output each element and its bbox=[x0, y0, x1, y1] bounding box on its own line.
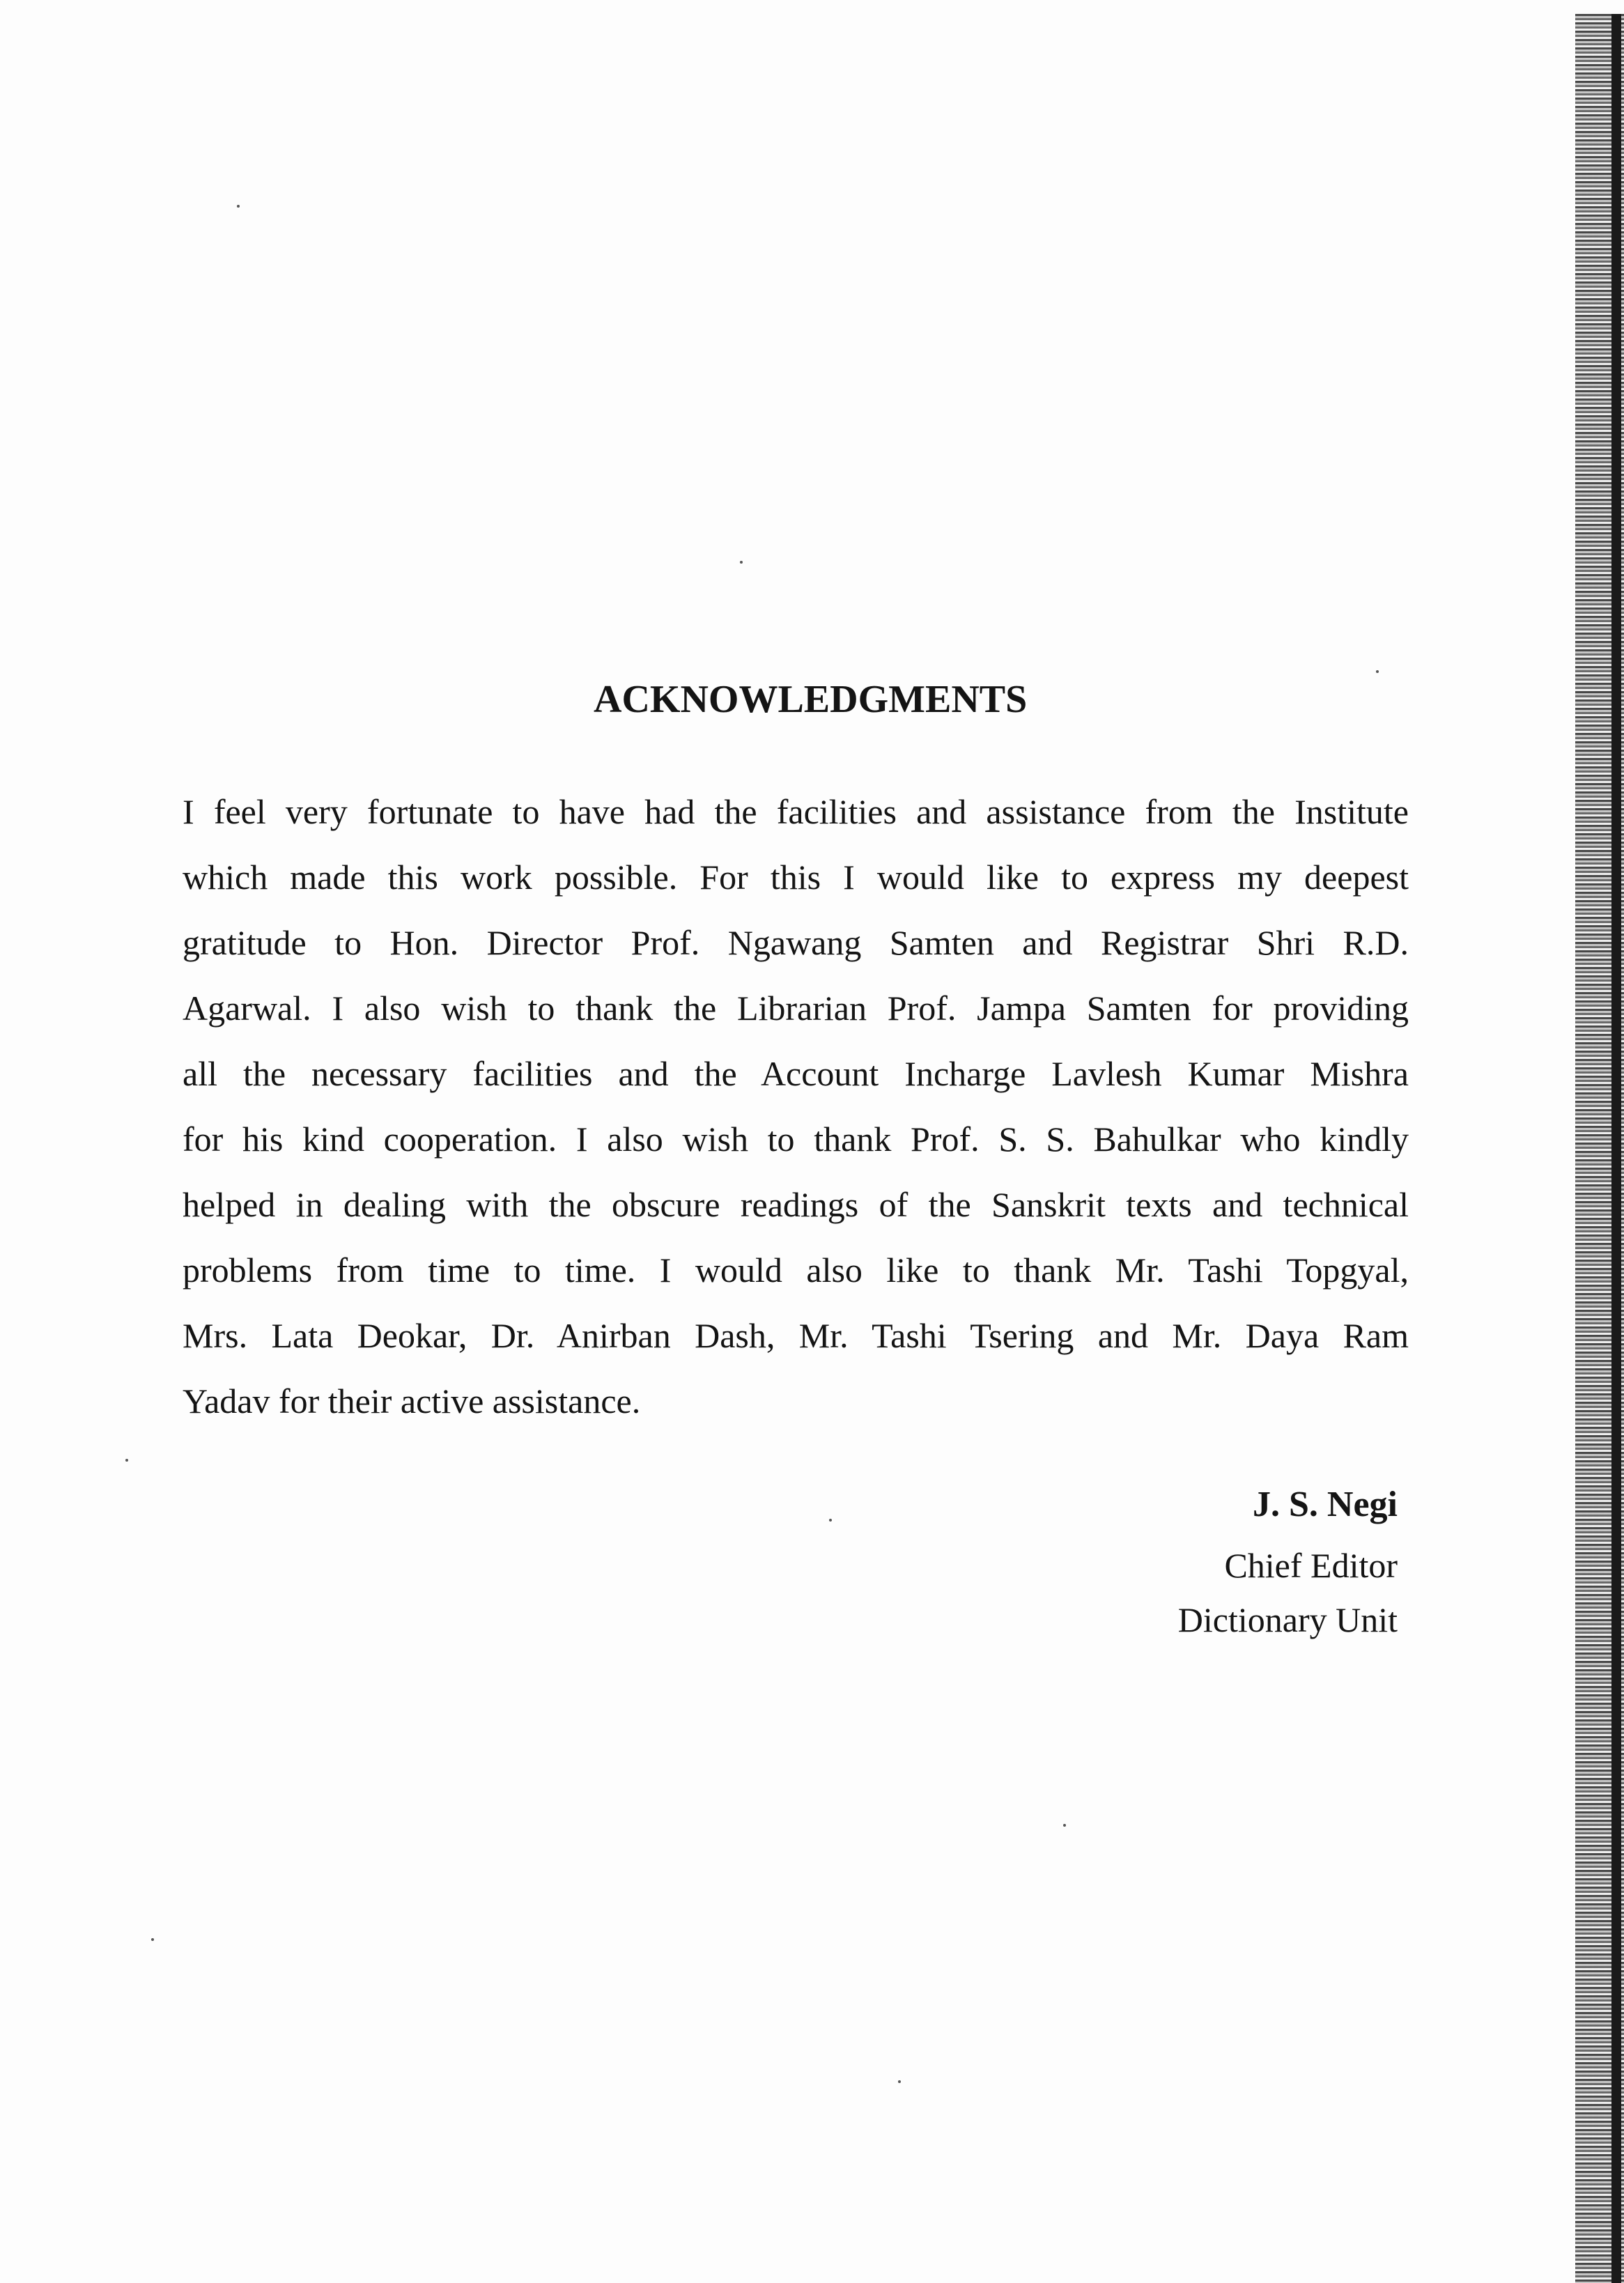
scan-speck bbox=[125, 1459, 128, 1462]
paragraph-line: gratitude to Hon. Director Prof. Ngawang Samten and Registrar Shri R.D. bbox=[183, 923, 1409, 962]
signatory-name: J. S. Negi bbox=[1253, 1485, 1398, 1524]
paragraph-line: for his kind cooperation. I also wish to thank Prof. S. S. Bahulkar who kindly bbox=[183, 1120, 1409, 1159]
signature-block bbox=[1178, 1471, 1398, 1647]
scan-speck bbox=[151, 1938, 154, 1941]
scan-speck bbox=[898, 2080, 901, 2083]
scan-speck bbox=[740, 561, 743, 564]
paragraph-line: all the necessary facilities and the Account Incharge Lavlesh Kumar Mishra bbox=[183, 1054, 1409, 1093]
acknowledgment-paragraph bbox=[183, 779, 1409, 1434]
signatory-unit: Dictionary Unit bbox=[1177, 1600, 1398, 1639]
signatory-role: Chief Editor bbox=[1224, 1546, 1398, 1585]
page-title: ACKNOWLEDGMENTS bbox=[594, 678, 1028, 721]
page-binding-edge bbox=[1575, 14, 1624, 2283]
scan-speck bbox=[1063, 1824, 1066, 1827]
scan-speck bbox=[1376, 670, 1379, 673]
paragraph-line: Agarwal. I also wish to thank the Librarian Prof. Jampa Samten for providing bbox=[183, 989, 1409, 1028]
paragraph-line: problems from time to time. I would also like to thank Mr. Tashi Topgyal, bbox=[183, 1251, 1409, 1290]
paragraph-line: helped in dealing with the obscure readings of the Sanskrit texts and technical bbox=[183, 1185, 1409, 1224]
paragraph-line: which made this work possible. For this I would like to express my deepest bbox=[183, 858, 1409, 897]
paragraph-line: Yadav for their active assistance. bbox=[183, 1382, 641, 1421]
paragraph-line: Mrs. Lata Deokar, Dr. Anirban Dash, Mr. Tashi Tsering and Mr. Daya Ram bbox=[183, 1316, 1409, 1355]
scan-speck bbox=[829, 1519, 832, 1522]
paragraph-line: I feel very fortunate to have had the facilities and assistance from the Institute bbox=[183, 792, 1409, 831]
scan-speck bbox=[237, 205, 240, 208]
